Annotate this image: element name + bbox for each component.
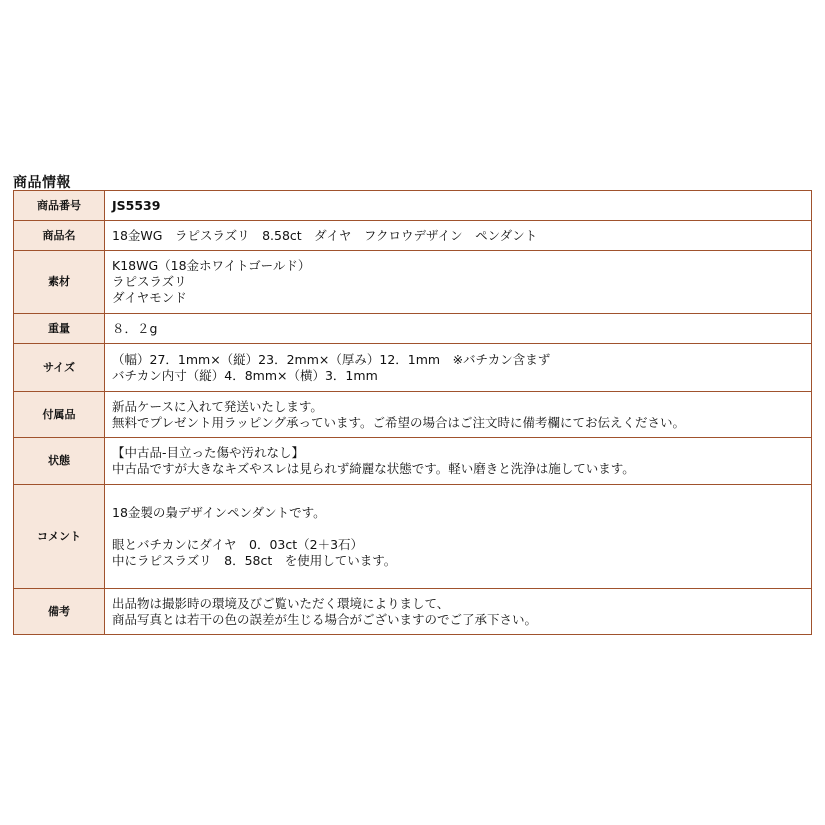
value-line: 出品物は撮影時の環境及びご覧いただく環境によりまして、 bbox=[112, 595, 450, 611]
value-line: （幅）27．1mm×（縦）23．2mm×（厚み）12．1mm ※バチカン含まず bbox=[112, 351, 551, 367]
row-label: コメント bbox=[14, 485, 105, 589]
table-row bbox=[14, 191, 812, 221]
row-value bbox=[105, 251, 812, 314]
row-label: 素材 bbox=[14, 251, 105, 314]
row-value bbox=[105, 191, 812, 221]
product-info-table bbox=[13, 190, 812, 635]
table-row bbox=[14, 251, 812, 314]
row-label: 商品番号 bbox=[14, 191, 105, 221]
row-label: 重量 bbox=[14, 314, 105, 344]
value-line: ラピスラズリ bbox=[112, 274, 187, 289]
value-line: 商品写真とは若干の色の誤差が生じる場合がございますのでご了承下さい。 bbox=[112, 611, 538, 627]
row-value bbox=[105, 438, 812, 485]
section-title: 商品情報 bbox=[13, 175, 71, 191]
row-label: サイズ bbox=[14, 344, 105, 392]
value-line: 中古品ですが大きなキズやスレは見られず綺麗な状態です。軽い磨きと洗浄は施しています。 bbox=[112, 461, 635, 476]
row-value bbox=[105, 344, 812, 392]
value-line: 新品ケースに入れて発送いたします。 bbox=[112, 398, 323, 414]
row-label: 備考 bbox=[14, 589, 105, 635]
value-line: ８．２g bbox=[112, 320, 158, 336]
row-label: 状態 bbox=[14, 438, 105, 485]
table-row bbox=[14, 344, 812, 392]
row-label: 付属品 bbox=[14, 392, 105, 438]
row-value bbox=[105, 485, 812, 589]
row-value bbox=[105, 314, 812, 344]
row-value bbox=[105, 392, 812, 438]
value-line: 無料でプレゼント用ラッピング承っています。ご希望の場合はご注文時に備考欄にてお伝えください。 bbox=[112, 414, 686, 430]
row-value bbox=[105, 589, 812, 635]
table-row bbox=[14, 438, 812, 485]
table-row bbox=[14, 485, 812, 589]
blank-line bbox=[112, 521, 803, 537]
table-row bbox=[14, 314, 812, 344]
table-row bbox=[14, 221, 812, 251]
value-line: 【中古品-目立った傷や汚れなし】 bbox=[112, 445, 305, 460]
row-value bbox=[105, 221, 812, 251]
table-row bbox=[14, 392, 812, 438]
value-line: K18WG（18金ホワイトゴールド） bbox=[112, 258, 311, 273]
table-row bbox=[14, 589, 812, 635]
value-line: 眼とバチカンにダイヤ 0．03ct（2＋3石） bbox=[112, 536, 364, 552]
value-line: JS5539 bbox=[112, 197, 161, 213]
value-line: 中にラピスラズリ 8．58ct を使用しています。 bbox=[112, 552, 397, 568]
value-line: バチカン内寸（縦）4．8mm×（横）3．1mm bbox=[112, 367, 378, 383]
value-line: 18金製の梟デザインペンダントです。 bbox=[112, 504, 326, 520]
value-line: ダイヤモンド bbox=[112, 290, 187, 305]
row-label: 商品名 bbox=[14, 221, 105, 251]
value-line: 18金WG ラピスラズリ 8.58ct ダイヤ フクロウデザイン ペンダント bbox=[112, 227, 538, 243]
